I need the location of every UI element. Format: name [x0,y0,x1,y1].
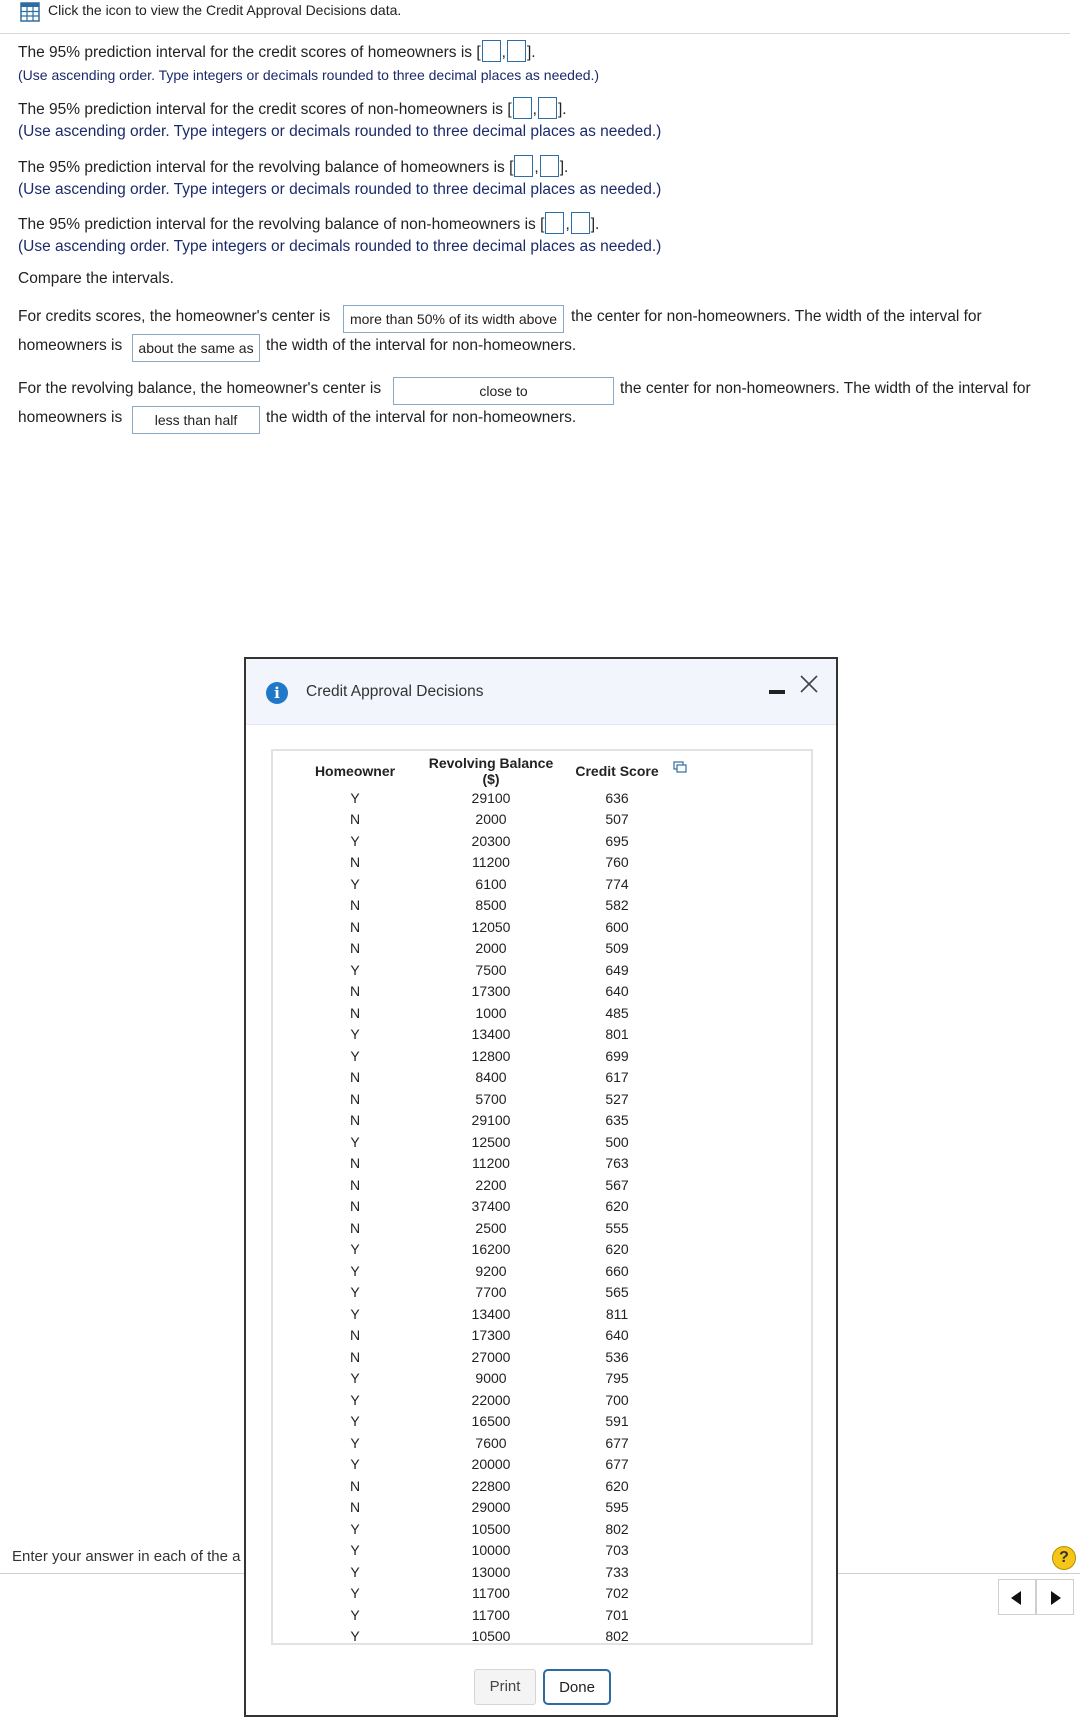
close-icon[interactable] [798,673,820,695]
cell-homeowner: N [349,1327,361,1344]
table-row [291,852,671,874]
cell-credit-score: 701 [605,1606,629,1623]
table-row [291,1002,671,1024]
cell-homeowner: N [349,1090,361,1107]
cell-credit-score: 500 [605,1133,629,1150]
minimize-icon [769,690,785,694]
cell-credit-score: 774 [605,875,629,892]
credit-approval-modal [244,657,838,1717]
credit-text-2: the center for non-homeowners. The width of the interval for [571,308,982,325]
cell-homeowner: N [349,1499,361,1516]
cell-credit-score: 595 [605,1499,629,1516]
cell-homeowner: N [349,1004,361,1021]
cell-revolving-balance: 6100 [475,875,507,892]
cell-credit-score: 763 [605,1155,629,1172]
cell-credit-score: 795 [605,1370,629,1387]
cell-homeowner: Y [350,1391,360,1408]
cell-credit-score: 600 [605,918,629,935]
cell-credit-score: 555 [605,1219,629,1236]
cell-credit-score: 649 [605,961,629,978]
cell-homeowner: N [349,1348,361,1365]
cell-homeowner: N [349,1112,361,1129]
cell-credit-score: 617 [605,1069,629,1086]
cell-credit-score: 527 [605,1090,629,1107]
cell-revolving-balance: 2500 [475,1219,507,1236]
cell-revolving-balance: 11200 [472,854,510,871]
balance-center-dropdown[interactable]: close to [393,377,614,405]
modal-header [246,659,836,725]
table-grid-icon[interactable] [20,2,40,22]
table-row [291,1497,671,1519]
cell-homeowner: N [349,983,361,1000]
table-row [291,1583,671,1605]
cell-revolving-balance: 9000 [475,1370,507,1387]
cell-revolving-balance: 9200 [475,1262,507,1279]
table-row [291,1518,671,1540]
cell-credit-score: 507 [605,811,629,828]
column-header-credit-score: Credit Score [575,763,659,779]
table-row [291,1368,671,1390]
cell-homeowner: N [349,1069,361,1086]
cell-homeowner: Y [350,1520,360,1537]
question-1: The 95% prediction interval for the credit scores of homeowners is [ , ]. (Use ascending order. Type integers or decimals rounded to three decimal places as needed.) [18,40,599,87]
cell-homeowner: N [349,940,361,957]
cell-credit-score: 485 [605,1004,629,1021]
table-row [291,1282,671,1304]
table-row [291,1067,671,1089]
cell-revolving-balance: 7500 [475,961,507,978]
credit-text-4: the width of the interval for non-homeowners. [266,337,577,354]
cell-homeowner: Y [350,1284,360,1301]
print-button[interactable]: Print [474,1669,536,1705]
answer-input-lower[interactable] [545,212,564,234]
cell-credit-score: 582 [605,897,629,914]
cell-homeowner: N [349,854,361,871]
cell-revolving-balance: 8500 [475,897,507,914]
cell-revolving-balance: 27000 [471,1348,511,1365]
table-row [291,1217,671,1239]
credit-width-dropdown[interactable]: about the same as [132,334,260,362]
cell-revolving-balance: 13000 [471,1563,511,1580]
cell-homeowner: N [349,811,361,828]
answer-input-lower[interactable] [513,97,532,119]
cell-homeowner: N [349,1176,361,1193]
cell-revolving-balance: 20000 [471,1456,511,1473]
balance-width-dropdown[interactable]: less than half [132,406,260,434]
cell-credit-score: 760 [605,854,629,871]
cell-credit-score: 509 [605,940,629,957]
question-text: The 95% prediction interval for the credit scores of homeowners is [18,44,473,61]
table-row [291,1540,671,1562]
cell-credit-score: 702 [605,1585,629,1602]
top-bar [0,0,1070,34]
cell-credit-score: 699 [605,1047,629,1064]
balance-text-3: homeowners is [18,409,123,426]
balance-text-2: the center for non-homeowners. The width of the interval for [620,380,1031,397]
cell-revolving-balance: 10500 [471,1628,511,1645]
table-row [291,830,671,852]
cell-homeowner: Y [350,1542,360,1559]
cell-revolving-balance: 10500 [471,1520,511,1537]
help-icon[interactable]: ? [1052,1546,1076,1570]
cell-homeowner: Y [350,961,360,978]
cell-credit-score: 635 [605,1112,629,1129]
answer-input-lower[interactable] [514,155,533,177]
cell-homeowner: Y [350,1262,360,1279]
cell-credit-score: 636 [605,789,629,806]
cell-credit-score: 700 [605,1391,629,1408]
cell-homeowner: Y [350,832,360,849]
table-row [291,1411,671,1433]
answer-input-upper[interactable] [540,155,559,177]
cell-credit-score: 703 [605,1542,629,1559]
cell-homeowner: N [349,1155,361,1172]
cell-credit-score: 695 [605,832,629,849]
table-row [291,1626,671,1648]
cell-credit-score: 801 [605,1026,629,1043]
cell-revolving-balance: 11700 [472,1606,510,1623]
cell-revolving-balance: 16200 [471,1241,511,1258]
table-row [291,916,671,938]
cell-homeowner: N [349,918,361,935]
copy-icon[interactable] [673,761,687,775]
table-row [291,1346,671,1368]
cell-homeowner: Y [350,789,360,806]
cell-revolving-balance: 29100 [471,789,511,806]
cell-credit-score: 591 [605,1413,629,1430]
question-3: The 95% prediction interval for the revolving balance of homeowners is [ , ]. (Use ascending order. Type integers or decimals rounded to three decimal places as needed.) [18,155,661,201]
compare-intro: Compare the intervals. [18,270,174,287]
cell-revolving-balance: 2200 [475,1176,507,1193]
table-row [291,1432,671,1454]
cell-homeowner: N [349,1477,361,1494]
cell-homeowner: N [349,1198,361,1215]
question-hint: (Use ascending order. Type integers or decimals rounded to three decimal places as needed.) [18,123,662,140]
cell-credit-score: 620 [605,1198,629,1215]
table-row [291,809,671,831]
modal-title: Credit Approval Decisions [306,683,484,700]
cell-homeowner: Y [350,1047,360,1064]
cell-homeowner: Y [350,875,360,892]
cell-revolving-balance: 11700 [472,1585,510,1602]
cell-revolving-balance: 13400 [471,1026,511,1043]
table-row [291,1110,671,1132]
cell-credit-score: 802 [605,1520,629,1537]
cell-revolving-balance: 12050 [471,918,511,935]
cell-homeowner: Y [350,1585,360,1602]
minimize-button[interactable] [766,681,786,701]
balance-text-4: the width of the interval for non-homeowners. [266,409,577,426]
table-row [291,1389,671,1411]
view-data-instruction: Click the icon to view the Credit Approval Decisions data. [48,2,402,18]
cell-homeowner: Y [350,1434,360,1451]
cell-revolving-balance: 5700 [475,1090,507,1107]
table-row [291,1239,671,1261]
cell-homeowner: Y [350,1305,360,1322]
table-row [291,1088,671,1110]
cell-homeowner: N [349,1219,361,1236]
cell-revolving-balance: 10000 [471,1542,511,1559]
table-row [291,873,671,895]
question-2: The 95% prediction interval for the credit scores of non-homeowners is [ , ]. (Use ascending order. Type integers or decimals rounded to three decimal places as needed.) [18,97,661,143]
cell-credit-score: 677 [605,1456,629,1473]
question-hint: (Use ascending order. Type integers or decimals rounded to three decimal places as needed.) [18,181,662,198]
balance-text-1: For the revolving balance, the homeowner's center is [18,380,382,397]
credit-text-3: homeowners is [18,337,123,354]
cell-homeowner: Y [350,1563,360,1580]
cell-credit-score: 811 [605,1305,629,1322]
table-row [291,787,671,809]
table-row [291,1303,671,1325]
cell-homeowner: Y [350,1370,360,1387]
column-header-homeowner: Homeowner [314,763,396,779]
cell-revolving-balance: 17300 [471,1327,511,1344]
cell-revolving-balance: 37400 [471,1198,511,1215]
info-icon: i [266,682,288,704]
table-row [291,981,671,1003]
arrow-right-icon [1049,1591,1061,1605]
credit-text-1: For credits scores, the homeowner's center is [18,308,331,325]
table-row [291,895,671,917]
cell-credit-score: 733 [605,1563,629,1580]
table-row [291,1024,671,1046]
cell-homeowner: N [349,897,361,914]
credit-center-dropdown[interactable]: more than 50% of its width above [343,305,564,333]
table-row [291,1153,671,1175]
cell-revolving-balance: 13400 [471,1305,511,1322]
cell-revolving-balance: 2000 [475,940,507,957]
table-row [291,1196,671,1218]
next-button[interactable] [1036,1579,1074,1615]
cell-revolving-balance: 29100 [471,1112,511,1129]
done-button[interactable]: Done [543,1669,611,1705]
cell-revolving-balance: 22800 [471,1477,511,1494]
cell-revolving-balance: 7600 [475,1434,507,1451]
question-4: The 95% prediction interval for the revolving balance of non-homeowners is [ , ]. (Use ascending order. Type integers or decimals rounded to three decimal places as needed.) [18,212,661,258]
table-header-row [291,755,671,787]
credit-data-table [291,755,671,1647]
cell-revolving-balance: 1000 [475,1004,507,1021]
data-table-frame [271,749,813,1645]
cell-credit-score: 640 [605,1327,629,1344]
cell-homeowner: Y [350,1628,360,1645]
cell-credit-score: 620 [605,1477,629,1494]
cell-credit-score: 565 [605,1284,629,1301]
cell-credit-score: 660 [605,1262,629,1279]
cell-credit-score: 536 [605,1348,629,1365]
cell-revolving-balance: 22000 [471,1391,511,1408]
cell-revolving-balance: 2000 [475,811,507,828]
previous-button[interactable] [998,1579,1036,1615]
cell-homeowner: Y [350,1606,360,1623]
cell-homeowner: Y [350,1133,360,1150]
table-row [291,1325,671,1347]
cell-credit-score: 620 [605,1241,629,1258]
answer-input-upper[interactable] [507,40,526,62]
table-row [291,1604,671,1626]
enter-answer-instruction: Enter your answer in each of the a [12,1548,241,1565]
table-row [291,938,671,960]
cell-revolving-balance: 17300 [471,983,511,1000]
cell-homeowner: Y [350,1241,360,1258]
question-text: The 95% prediction interval for the revolving balance of non-homeowners is [18,216,536,233]
arrow-left-icon [1011,1591,1023,1605]
cell-credit-score: 802 [605,1628,629,1645]
cell-revolving-balance: 16500 [471,1413,511,1430]
question-hint: (Use ascending order. Type integers or decimals rounded to three decimal places as needed.) [18,238,662,255]
cell-credit-score: 640 [605,983,629,1000]
cell-revolving-balance: 29000 [471,1499,511,1516]
cell-revolving-balance: 12800 [471,1047,511,1064]
question-text: The 95% prediction interval for the credit scores of non-homeowners is [18,101,504,118]
table-row [291,1454,671,1476]
answer-input-upper[interactable] [538,97,557,119]
cell-revolving-balance: 7700 [475,1284,507,1301]
question-hint: (Use ascending order. Type integers or decimals rounded to three decimal places as needed.) [18,67,600,83]
question-text: The 95% prediction interval for the revolving balance of homeowners is [18,159,505,176]
cell-revolving-balance: 12500 [471,1133,511,1150]
table-row [291,1561,671,1583]
cell-revolving-balance: 20300 [471,832,511,849]
table-row [291,1260,671,1282]
cell-revolving-balance: 11200 [472,1155,510,1172]
table-row [291,1131,671,1153]
cell-revolving-balance: 8400 [475,1069,507,1086]
cell-credit-score: 567 [605,1176,629,1193]
answer-input-upper[interactable] [571,212,590,234]
table-row [291,1475,671,1497]
cell-homeowner: Y [350,1026,360,1043]
table-row [291,1174,671,1196]
column-header-revolving-balance: Revolving Balance ($) [428,755,554,787]
table-row [291,959,671,981]
answer-input-lower[interactable] [482,40,501,62]
cell-credit-score: 677 [605,1434,629,1451]
table-row [291,1045,671,1067]
cell-homeowner: Y [350,1413,360,1430]
cell-homeowner: Y [350,1456,360,1473]
